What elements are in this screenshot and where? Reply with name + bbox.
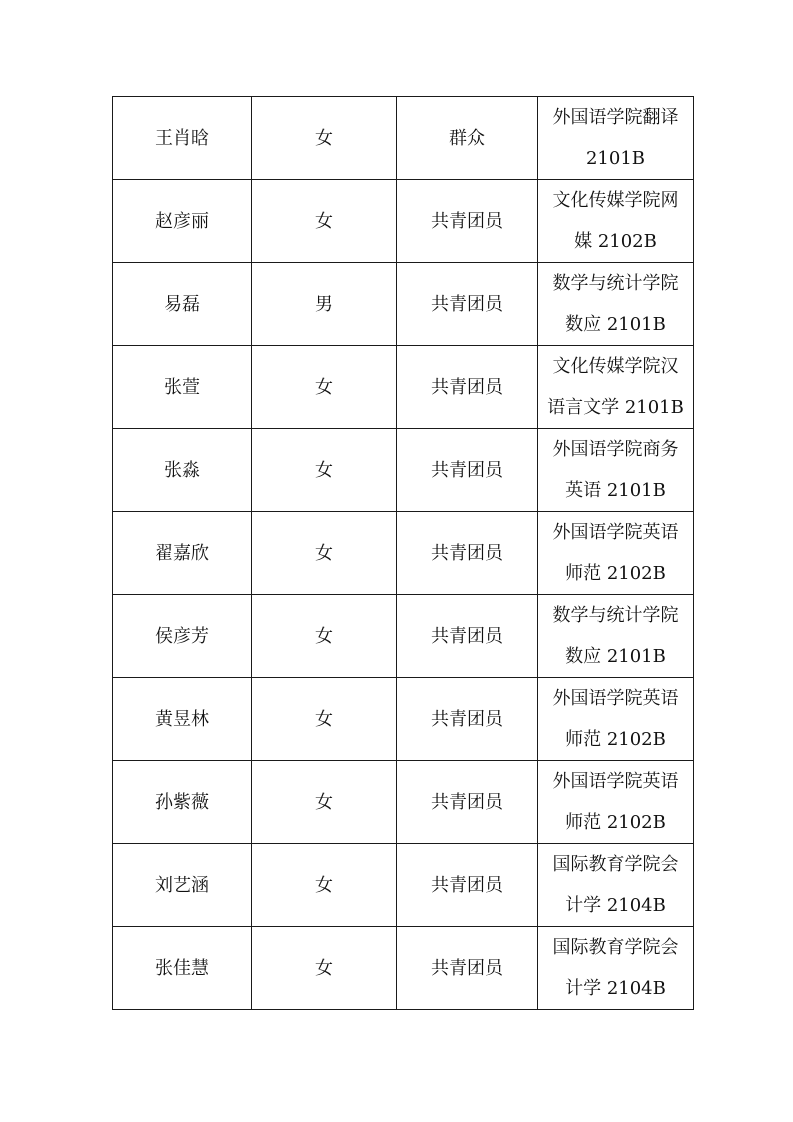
class-line-1: 国际教育学院会 bbox=[552, 937, 679, 958]
gender-cell: 女 bbox=[252, 97, 397, 180]
name-cell: 张萱 bbox=[113, 346, 252, 429]
name-cell: 易磊 bbox=[113, 263, 252, 346]
table-row bbox=[113, 678, 694, 761]
name-cell: 黄昱林 bbox=[113, 678, 252, 761]
class-line-1: 外国语学院英语 bbox=[552, 522, 679, 543]
class-cell bbox=[538, 97, 694, 180]
class-cell bbox=[538, 346, 694, 429]
class-line-2: 师范 2102B bbox=[565, 812, 666, 833]
name-cell: 侯彦芳 bbox=[113, 595, 252, 678]
gender-cell: 女 bbox=[252, 512, 397, 595]
class-line-2: 数应 2101B bbox=[565, 646, 666, 667]
political-status-cell: 共青团员 bbox=[397, 761, 538, 844]
table-row bbox=[113, 346, 694, 429]
class-line-2: 语言文学 2101B bbox=[547, 397, 684, 418]
gender-cell: 女 bbox=[252, 595, 397, 678]
name-cell: 孙紫薇 bbox=[113, 761, 252, 844]
gender-cell: 女 bbox=[252, 180, 397, 263]
gender-cell: 女 bbox=[252, 927, 397, 1010]
class-line-2: 计学 2104B bbox=[565, 978, 666, 999]
table-row bbox=[113, 97, 694, 180]
class-line-1: 国际教育学院会 bbox=[552, 854, 679, 875]
class-line-2: 2101B bbox=[585, 148, 646, 169]
table-row bbox=[113, 595, 694, 678]
class-cell bbox=[538, 263, 694, 346]
name-cell: 张佳慧 bbox=[113, 927, 252, 1010]
class-line-2: 师范 2102B bbox=[565, 729, 666, 750]
political-status-cell: 共青团员 bbox=[397, 844, 538, 927]
name-cell: 刘艺涵 bbox=[113, 844, 252, 927]
table-row bbox=[113, 263, 694, 346]
class-line-1: 外国语学院英语 bbox=[552, 688, 679, 709]
class-line-1: 外国语学院商务 bbox=[552, 439, 679, 460]
gender-cell: 女 bbox=[252, 429, 397, 512]
table-row bbox=[113, 429, 694, 512]
class-line-2: 数应 2101B bbox=[565, 314, 666, 335]
table-row bbox=[113, 180, 694, 263]
gender-cell: 女 bbox=[252, 844, 397, 927]
political-status-cell: 共青团员 bbox=[397, 180, 538, 263]
class-cell bbox=[538, 429, 694, 512]
table-row bbox=[113, 512, 694, 595]
member-table bbox=[112, 96, 694, 1010]
class-cell bbox=[538, 595, 694, 678]
class-cell bbox=[538, 180, 694, 263]
class-line-1: 外国语学院英语 bbox=[552, 771, 679, 792]
class-line-2: 计学 2104B bbox=[565, 895, 666, 916]
class-line-1: 数学与统计学院 bbox=[552, 273, 679, 294]
name-cell: 张淼 bbox=[113, 429, 252, 512]
political-status-cell: 共青团员 bbox=[397, 595, 538, 678]
table-row bbox=[113, 761, 694, 844]
class-cell bbox=[538, 512, 694, 595]
gender-cell: 女 bbox=[252, 678, 397, 761]
class-line-1: 文化传媒学院网 bbox=[552, 190, 679, 211]
gender-cell: 男 bbox=[252, 263, 397, 346]
table-row bbox=[113, 844, 694, 927]
gender-cell: 女 bbox=[252, 346, 397, 429]
political-status-cell: 共青团员 bbox=[397, 429, 538, 512]
class-cell bbox=[538, 844, 694, 927]
political-status-cell: 共青团员 bbox=[397, 678, 538, 761]
class-line-1: 外国语学院翻译 bbox=[552, 107, 679, 128]
class-cell bbox=[538, 761, 694, 844]
class-line-2: 师范 2102B bbox=[565, 563, 666, 584]
class-cell bbox=[538, 927, 694, 1010]
class-line-1: 文化传媒学院汉 bbox=[552, 356, 679, 377]
class-cell bbox=[538, 678, 694, 761]
class-line-2: 英语 2101B bbox=[565, 480, 666, 501]
class-line-2: 媒 2102B bbox=[574, 231, 657, 252]
class-line-1: 数学与统计学院 bbox=[552, 605, 679, 626]
political-status-cell: 共青团员 bbox=[397, 346, 538, 429]
political-status-cell: 共青团员 bbox=[397, 512, 538, 595]
name-cell: 王肖晗 bbox=[113, 97, 252, 180]
political-status-cell: 共青团员 bbox=[397, 927, 538, 1010]
name-cell: 翟嘉欣 bbox=[113, 512, 252, 595]
political-status-cell: 群众 bbox=[397, 97, 538, 180]
gender-cell: 女 bbox=[252, 761, 397, 844]
political-status-cell: 共青团员 bbox=[397, 263, 538, 346]
name-cell: 赵彦丽 bbox=[113, 180, 252, 263]
table-row bbox=[113, 927, 694, 1010]
